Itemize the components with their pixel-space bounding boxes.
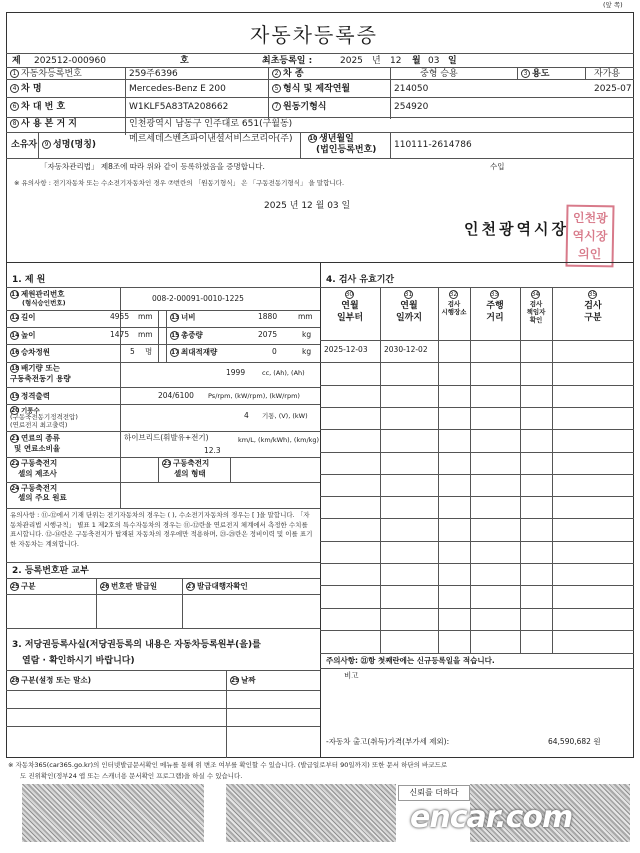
displacement-label: 18 배기량 또는 — [11, 363, 60, 373]
plate-section-title: 2. 등록번호판 교부 — [12, 566, 89, 576]
fuel-label-sub: 및 연료소비율 — [14, 444, 61, 453]
cert-date: 2025 년 12 월 03 일 — [264, 201, 351, 211]
model-value: 214050 — [394, 84, 429, 94]
vin-value: W1KLF5A83TA208662 — [129, 102, 229, 112]
reg-no-prefix: 제 — [12, 56, 21, 66]
width-label: 13 너비 — [171, 312, 196, 322]
cert-text: 「자동차관리법」 제8조에 따라 위와 같이 등록하였음을 증명합니다. — [40, 162, 265, 171]
battery-shape-label: 23 구동축전지 — [163, 458, 210, 468]
car-type-value: 중형 승용 — [420, 69, 458, 79]
owner-name-value: 메르세데스벤츠파이낸셜서비스코리아(주) — [129, 134, 293, 144]
owner-label: 소유자 — [11, 140, 38, 150]
battery-material-label: 24 구동축전지 — [11, 483, 58, 493]
displacement-label-sub: 구동축전동기 용량 — [10, 374, 71, 383]
price-label: -자동차 출고(취득)가격(부가세 제외): — [326, 737, 450, 746]
battery-material-label-sub: 셀의 주요 원료 — [18, 493, 67, 502]
power-unit: Ps/rpm, (kW/rpm), (kW/rpm) — [208, 392, 300, 400]
battery-maker-label: 22 구동축전지 — [11, 458, 58, 468]
length-value: 4955 — [110, 312, 130, 321]
stamp-fee: 수입 — [490, 162, 505, 171]
car-name-value: Mercedes-Benz E 200 — [129, 84, 226, 94]
reg-serial: 202512-000960 — [34, 56, 106, 66]
official-seal: 인천광역시장의인 — [565, 205, 614, 268]
inspection-header-5: 34 검사 책임자 확인 — [526, 291, 546, 325]
cylinder-value: 4 — [244, 411, 249, 420]
page-side-label: (앞 쪽) — [603, 1, 623, 9]
length-label: 12 길이 — [11, 312, 36, 322]
inspection-notice: 주의사항: ㉑항 첫째란에는 신규등록일을 적습니다. — [326, 656, 495, 665]
footer-notice-line2: 도 진위확인(정부24 앱 또는 스캐너용 문서확인 프로그램)을 하실 수 있습니다. — [20, 772, 243, 780]
first-reg-year: 2025 — [340, 56, 363, 66]
cert-note: ※ 유의사항 : 전기자동차 또는 수소전기자동차인 경우 ⑦번란의 「원동기형식」 은 「구동전동기형식」 을 말합니다. — [14, 179, 345, 187]
approval-value: 008-2-00091-0010-1225 — [152, 294, 244, 303]
power-label: 19 정격출력 — [11, 391, 50, 401]
price-value: 64,590,682 원 — [548, 737, 601, 746]
birth-value: 110111-2614786 — [394, 140, 472, 150]
reg-no-label: 1 자동차등록번호 — [10, 69, 82, 79]
plate-kind-header: 25 구분 — [11, 581, 36, 591]
plate-agent-header: 27 발급대행자확인 — [187, 581, 248, 591]
seats-label: 16 승차정원 — [11, 347, 50, 357]
length-unit: mm — [138, 312, 153, 321]
document-title: 자동차등록증 — [250, 23, 378, 47]
weight-value: 2075 — [258, 330, 278, 339]
mortgage-kind-header: 28 구분(설정 또는 말소) — [11, 675, 92, 685]
seats-unit: 명 — [145, 347, 153, 356]
inspection-header-4: 33 주행 거리 — [486, 291, 504, 324]
load-label: 17 최대적재량 — [171, 347, 218, 357]
barcode-blurred-1 — [22, 784, 204, 842]
inspection-header-2: 31 연월 일까지 — [395, 291, 423, 324]
model-date-value: 2025-07 — [594, 84, 632, 94]
mortgage-date-header: 29 날짜 — [231, 675, 256, 685]
reg-serial-suffix: 호 — [180, 56, 189, 66]
encar-watermark: encar.com — [410, 800, 573, 835]
width-value: 1880 — [258, 312, 278, 321]
mortgage-section-title-sub: 열람 · 확인하시기 바랍니다) — [22, 656, 135, 666]
base-value: 인천광역시 남동구 인주대로 651(구월동) — [129, 119, 293, 129]
birth-label-sub: (법인등록번호) — [316, 145, 377, 155]
mortgage-section-title: 3. 저당권등록사실(저당권등록의 내용은 자동차등록원부(을)를 — [12, 640, 261, 650]
trust-badge: 신뢰를 더하다 — [398, 785, 470, 801]
use-value: 자가용 — [594, 69, 621, 79]
displacement-unit: cc, (Ah), (Ah) — [262, 369, 305, 377]
inspection-cell: 2025-12-03 — [324, 345, 368, 354]
inspection-header-3: 32 검사 시행장소 — [441, 291, 467, 317]
cylinder-label-sub1: (구동축전동기정격전압) — [10, 413, 78, 421]
seats-value: 5 — [130, 347, 135, 356]
engine-label: 7 원동기형식 — [272, 102, 326, 112]
engine-value: 254920 — [394, 102, 429, 112]
first-reg-month-unit: 월 — [412, 56, 421, 66]
first-reg-year-unit: 년 — [372, 56, 381, 66]
first-reg-day: 03 — [428, 56, 440, 66]
car-type-label: 2 차 종 — [272, 69, 304, 79]
inspection-header-1: 30 연월 일부터 — [336, 291, 364, 324]
height-label: 14 높이 — [11, 330, 36, 340]
birth-label: 10 생년월일 — [309, 134, 354, 144]
cylinder-label-sub2: (연료전지 최고출력) — [10, 421, 68, 429]
inspection-cell: 2030-12-02 — [384, 345, 428, 354]
owner-name-label: 9 성명(명칭) — [42, 140, 96, 150]
fuel-label: 21 연료의 종류 — [11, 433, 60, 443]
load-value: 0 — [272, 347, 277, 356]
load-unit: kg — [302, 347, 312, 356]
approval-label: 11 제원관리번호 — [11, 289, 65, 299]
base-label: 8 사 용 본 거 지 — [10, 119, 77, 129]
car-name-label: 4 차 명 — [10, 84, 42, 94]
first-reg-day-unit: 일 — [448, 56, 457, 66]
power-value: 204/6100 — [158, 391, 194, 400]
barcode-blurred-2 — [226, 784, 396, 842]
remark-label: 비고 — [344, 671, 359, 680]
vin-label: 6 차 대 번 호 — [10, 102, 65, 112]
spec-section-title: 1. 제 원 — [12, 275, 46, 285]
plate-date-header: 26 번호판 발급일 — [101, 581, 158, 591]
fuel-unit: km/L, (km/kWh), (km/kg) — [238, 436, 320, 444]
battery-shape-label-sub: 셀의 형태 — [174, 469, 206, 478]
issuer-name: 인천광역시장 — [464, 220, 569, 238]
first-reg-month: 12 — [390, 56, 402, 66]
spec-caution: 유의사항 : ⑪-⑫에서 기재 단위는 전기자동차의 경우는 ( ), 수소전기자동차의 경우는 [ ]을 말합니다. 「자동차관리법 시행규칙」 별표 1 제2호의 특수자동차의 경우는 ⑪-⑫란을 연료전지 체계에서 측정한 수치를 표시합니다. ⑫-⑭란은 구동축전지가 탑재된 자동차의 경우에만 적용하며, ㉓-㉕란은 정비이력 및 이를 표기한 자동차는 계외합니다. — [10, 511, 313, 548]
first-reg-label: 최초등록일 : — [262, 56, 313, 66]
footer-notice: ※ 자동차365(car365.go.kr)의 인터넷발급문서확인 메뉴를 통해 위 변조 여부를 확인할 수 있습니다. (발급일로부터 90일까지) 또한 문서 하단의 바코드로 — [8, 761, 448, 769]
height-unit: mm — [138, 330, 153, 339]
inspection-header-6: 35 검사 구분 — [584, 291, 602, 324]
width-unit: mm — [298, 312, 313, 321]
height-value: 1475 — [110, 330, 130, 339]
weight-unit: kg — [302, 330, 312, 339]
fuel-efficiency-value: 12.3 — [204, 446, 221, 455]
cylinder-unit: 기통, (V), (kW) — [262, 412, 308, 420]
displacement-value: 1999 — [226, 368, 246, 377]
weight-label: 15 총중량 — [171, 330, 203, 340]
cylinder-label: 20 기통수 — [11, 406, 40, 415]
reg-no-value: 259주6396 — [129, 69, 178, 79]
fuel-type-value: 하이브리드(휘발유+전기) — [124, 433, 209, 442]
use-label: 3 용도 — [521, 69, 549, 79]
inspection-section-title: 4. 검사 유효기간 — [326, 275, 395, 285]
model-label: 5 형식 및 제작연월 — [272, 84, 350, 94]
approval-label-sub: (형식승인번호) — [22, 299, 66, 307]
battery-maker-label-sub: 셀의 제조사 — [18, 469, 57, 478]
